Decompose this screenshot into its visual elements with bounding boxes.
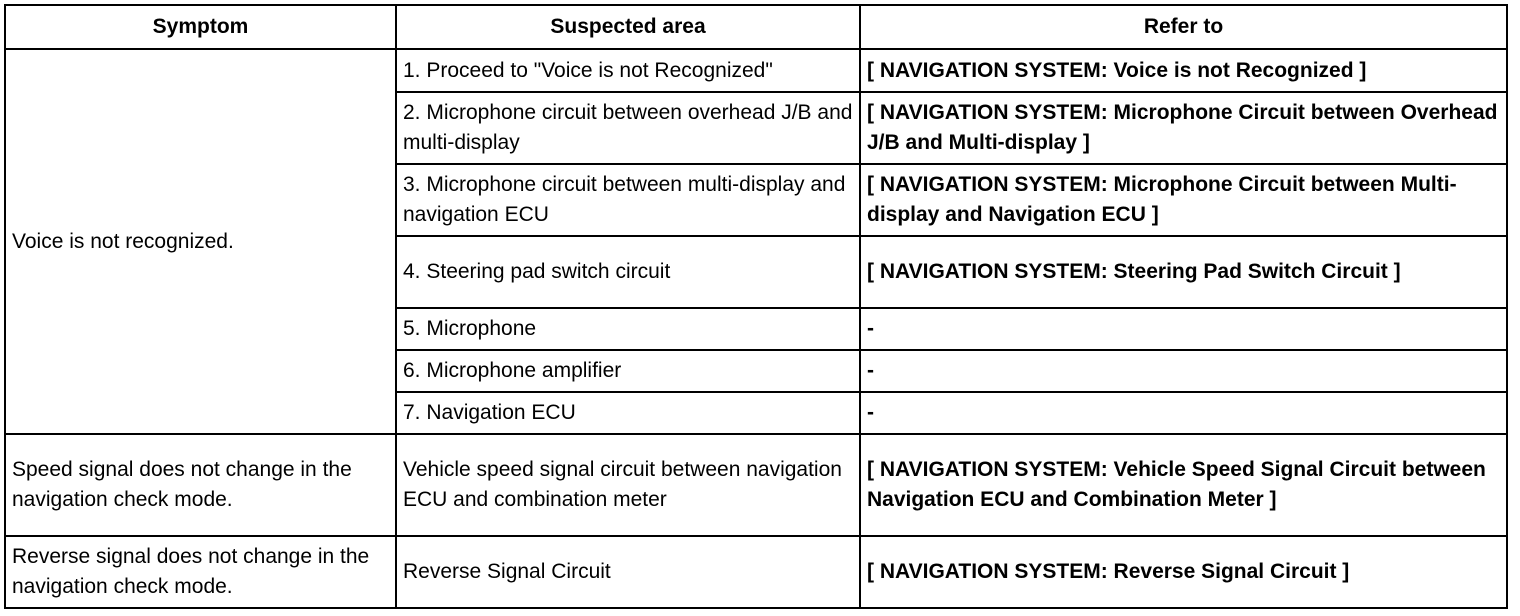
header-symptom: Symptom bbox=[5, 5, 396, 49]
symptom-cell: Reverse signal does not change in the navigation check mode. bbox=[5, 536, 396, 608]
suspected-area-cell: 5. Microphone bbox=[396, 308, 860, 350]
refer-to-cell: - bbox=[860, 350, 1507, 392]
refer-to-cell: [ NAVIGATION SYSTEM: Reverse Signal Circuit ] bbox=[860, 536, 1507, 608]
troubleshooting-table bbox=[4, 4, 1508, 609]
table-row bbox=[5, 536, 1507, 608]
suspected-area-cell: 3. Microphone circuit between multi-display and navigation ECU bbox=[396, 164, 860, 236]
refer-to-cell: [ NAVIGATION SYSTEM: Microphone Circuit between Multi-display and Navigation ECU ] bbox=[860, 164, 1507, 236]
header-suspected-area: Suspected area bbox=[396, 5, 860, 49]
suspected-area-cell: Reverse Signal Circuit bbox=[396, 536, 860, 608]
refer-to-cell: [ NAVIGATION SYSTEM: Microphone Circuit between Overhead J/B and Multi-display ] bbox=[860, 92, 1507, 164]
refer-to-cell: [ NAVIGATION SYSTEM: Steering Pad Switch Circuit ] bbox=[860, 236, 1507, 308]
refer-to-cell: [ NAVIGATION SYSTEM: Voice is not Recognized ] bbox=[860, 49, 1507, 92]
symptom-cell: Voice is not recognized. bbox=[5, 49, 396, 434]
suspected-area-cell: 2. Microphone circuit between overhead J/B and multi-display bbox=[396, 92, 860, 164]
suspected-area-cell: 1. Proceed to "Voice is not Recognized" bbox=[396, 49, 860, 92]
refer-to-cell: - bbox=[860, 308, 1507, 350]
table-row bbox=[5, 49, 1507, 92]
table-row bbox=[5, 434, 1507, 536]
header-row bbox=[5, 5, 1507, 49]
suspected-area-cell: 4. Steering pad switch circuit bbox=[396, 236, 860, 308]
refer-to-cell: [ NAVIGATION SYSTEM: Vehicle Speed Signal Circuit between Navigation ECU and Combination Meter ] bbox=[860, 434, 1507, 536]
symptom-cell: Speed signal does not change in the navigation check mode. bbox=[5, 434, 396, 536]
suspected-area-cell: 7. Navigation ECU bbox=[396, 392, 860, 434]
header-refer-to: Refer to bbox=[860, 5, 1507, 49]
refer-to-cell: - bbox=[860, 392, 1507, 434]
suspected-area-cell: 6. Microphone amplifier bbox=[396, 350, 860, 392]
suspected-area-cell: Vehicle speed signal circuit between navigation ECU and combination meter bbox=[396, 434, 860, 536]
